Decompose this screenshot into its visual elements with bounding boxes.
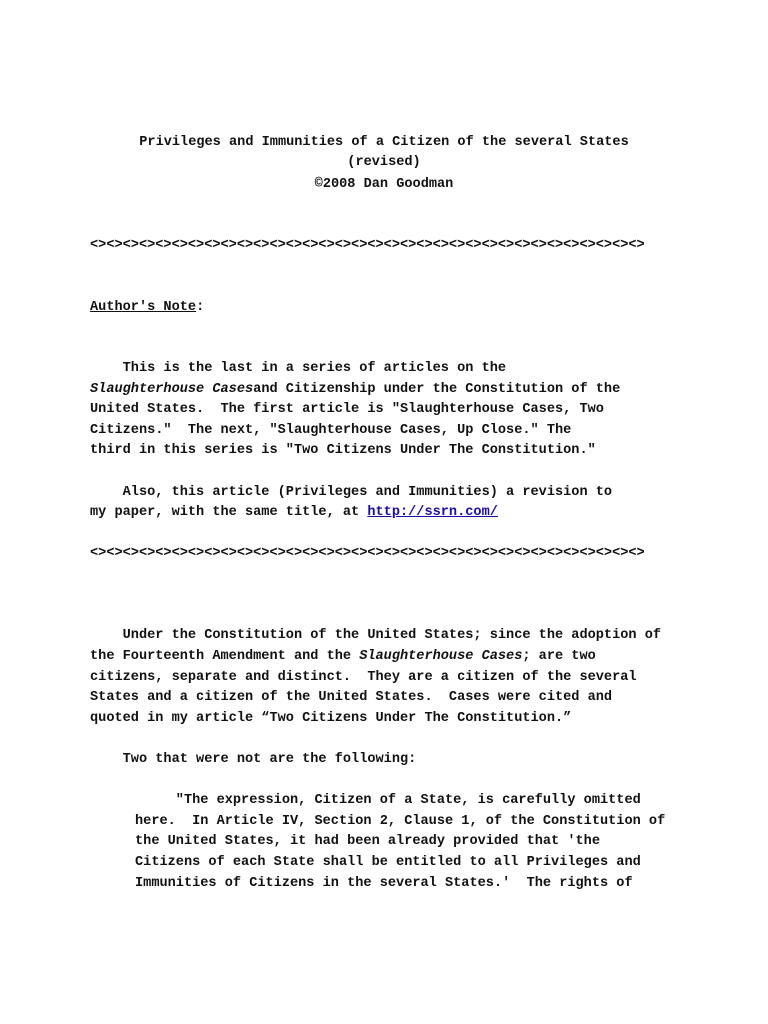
document-title: Privileges and Immunities of a Citizen of the several States	[139, 135, 629, 150]
quote-line5: Immunities of Citizens in the several States.' The rights of	[135, 876, 633, 891]
para3-line2	[90, 648, 596, 666]
para3-line2-a: the Fourteenth Amendment and the	[90, 649, 360, 664]
para4-line1: Two that were not are the following:	[90, 752, 417, 767]
para3-line4: States and a citizen of the United States. Cases were cited and	[90, 690, 613, 705]
quote-line4: Citizens of each State shall be entitled to all Privileges and	[135, 855, 641, 870]
authors-note-label: Author's Note	[90, 300, 197, 315]
para1-line1: This is the last in a series of articles on the	[90, 361, 507, 376]
para2-line2	[90, 504, 498, 522]
authors-note-colon: :	[196, 300, 205, 315]
para1-line5: third in this series is "Two Citizens Under The Constitution."	[90, 443, 596, 458]
quote-line1: "The expression, Citizen of a State, is carefully omitted	[135, 793, 641, 808]
para2-line2-text: my paper, with the same title, at	[90, 505, 368, 520]
copyright-line: ©2008 Dan Goodman	[314, 177, 454, 192]
para1-line2	[90, 381, 620, 399]
separator-line: <><><><><><><><><><><><><><><><><><><><><><><><><><><><><><><><><><>	[90, 546, 645, 561]
slaughterhouse-cases-italic: Slaughterhouse Cases	[359, 649, 523, 664]
slaughterhouse-cases-italic: Slaughterhouse Cases	[90, 382, 254, 397]
document-subtitle: (revised)	[347, 155, 421, 170]
para3-line2-b: ; are two	[522, 649, 596, 664]
para2-line1: Also, this article (Privileges and Immunities) a revision to	[90, 485, 613, 500]
para1-line4: Citizens." The next, "Slaughterhouse Cases, Up Close." The	[90, 423, 572, 438]
para1-line3: United States. The first article is "Slaughterhouse Cases, Two	[90, 402, 604, 417]
authors-note-heading	[90, 299, 204, 317]
para3-line3: citizens, separate and distinct. They are a citizen of the several	[90, 670, 637, 685]
quote-line2: here. In Article IV, Section 2, Clause 1, of the Constitution of	[135, 814, 666, 829]
ssrn-link[interactable]: http://ssrn.com/	[367, 505, 498, 520]
para3-line5: quoted in my article “Two Citizens Under The Constitution.”	[90, 711, 572, 726]
quote-line3: the United States, it had been already provided that 'the	[135, 834, 600, 849]
para1-line2-rest: and Citizenship under the Constitution of the	[253, 382, 621, 397]
separator-line: <><><><><><><><><><><><><><><><><><><><><><><><><><><><><><><><><><>	[90, 238, 645, 253]
para3-line1: Under the Constitution of the United States; since the adoption of	[90, 628, 662, 643]
